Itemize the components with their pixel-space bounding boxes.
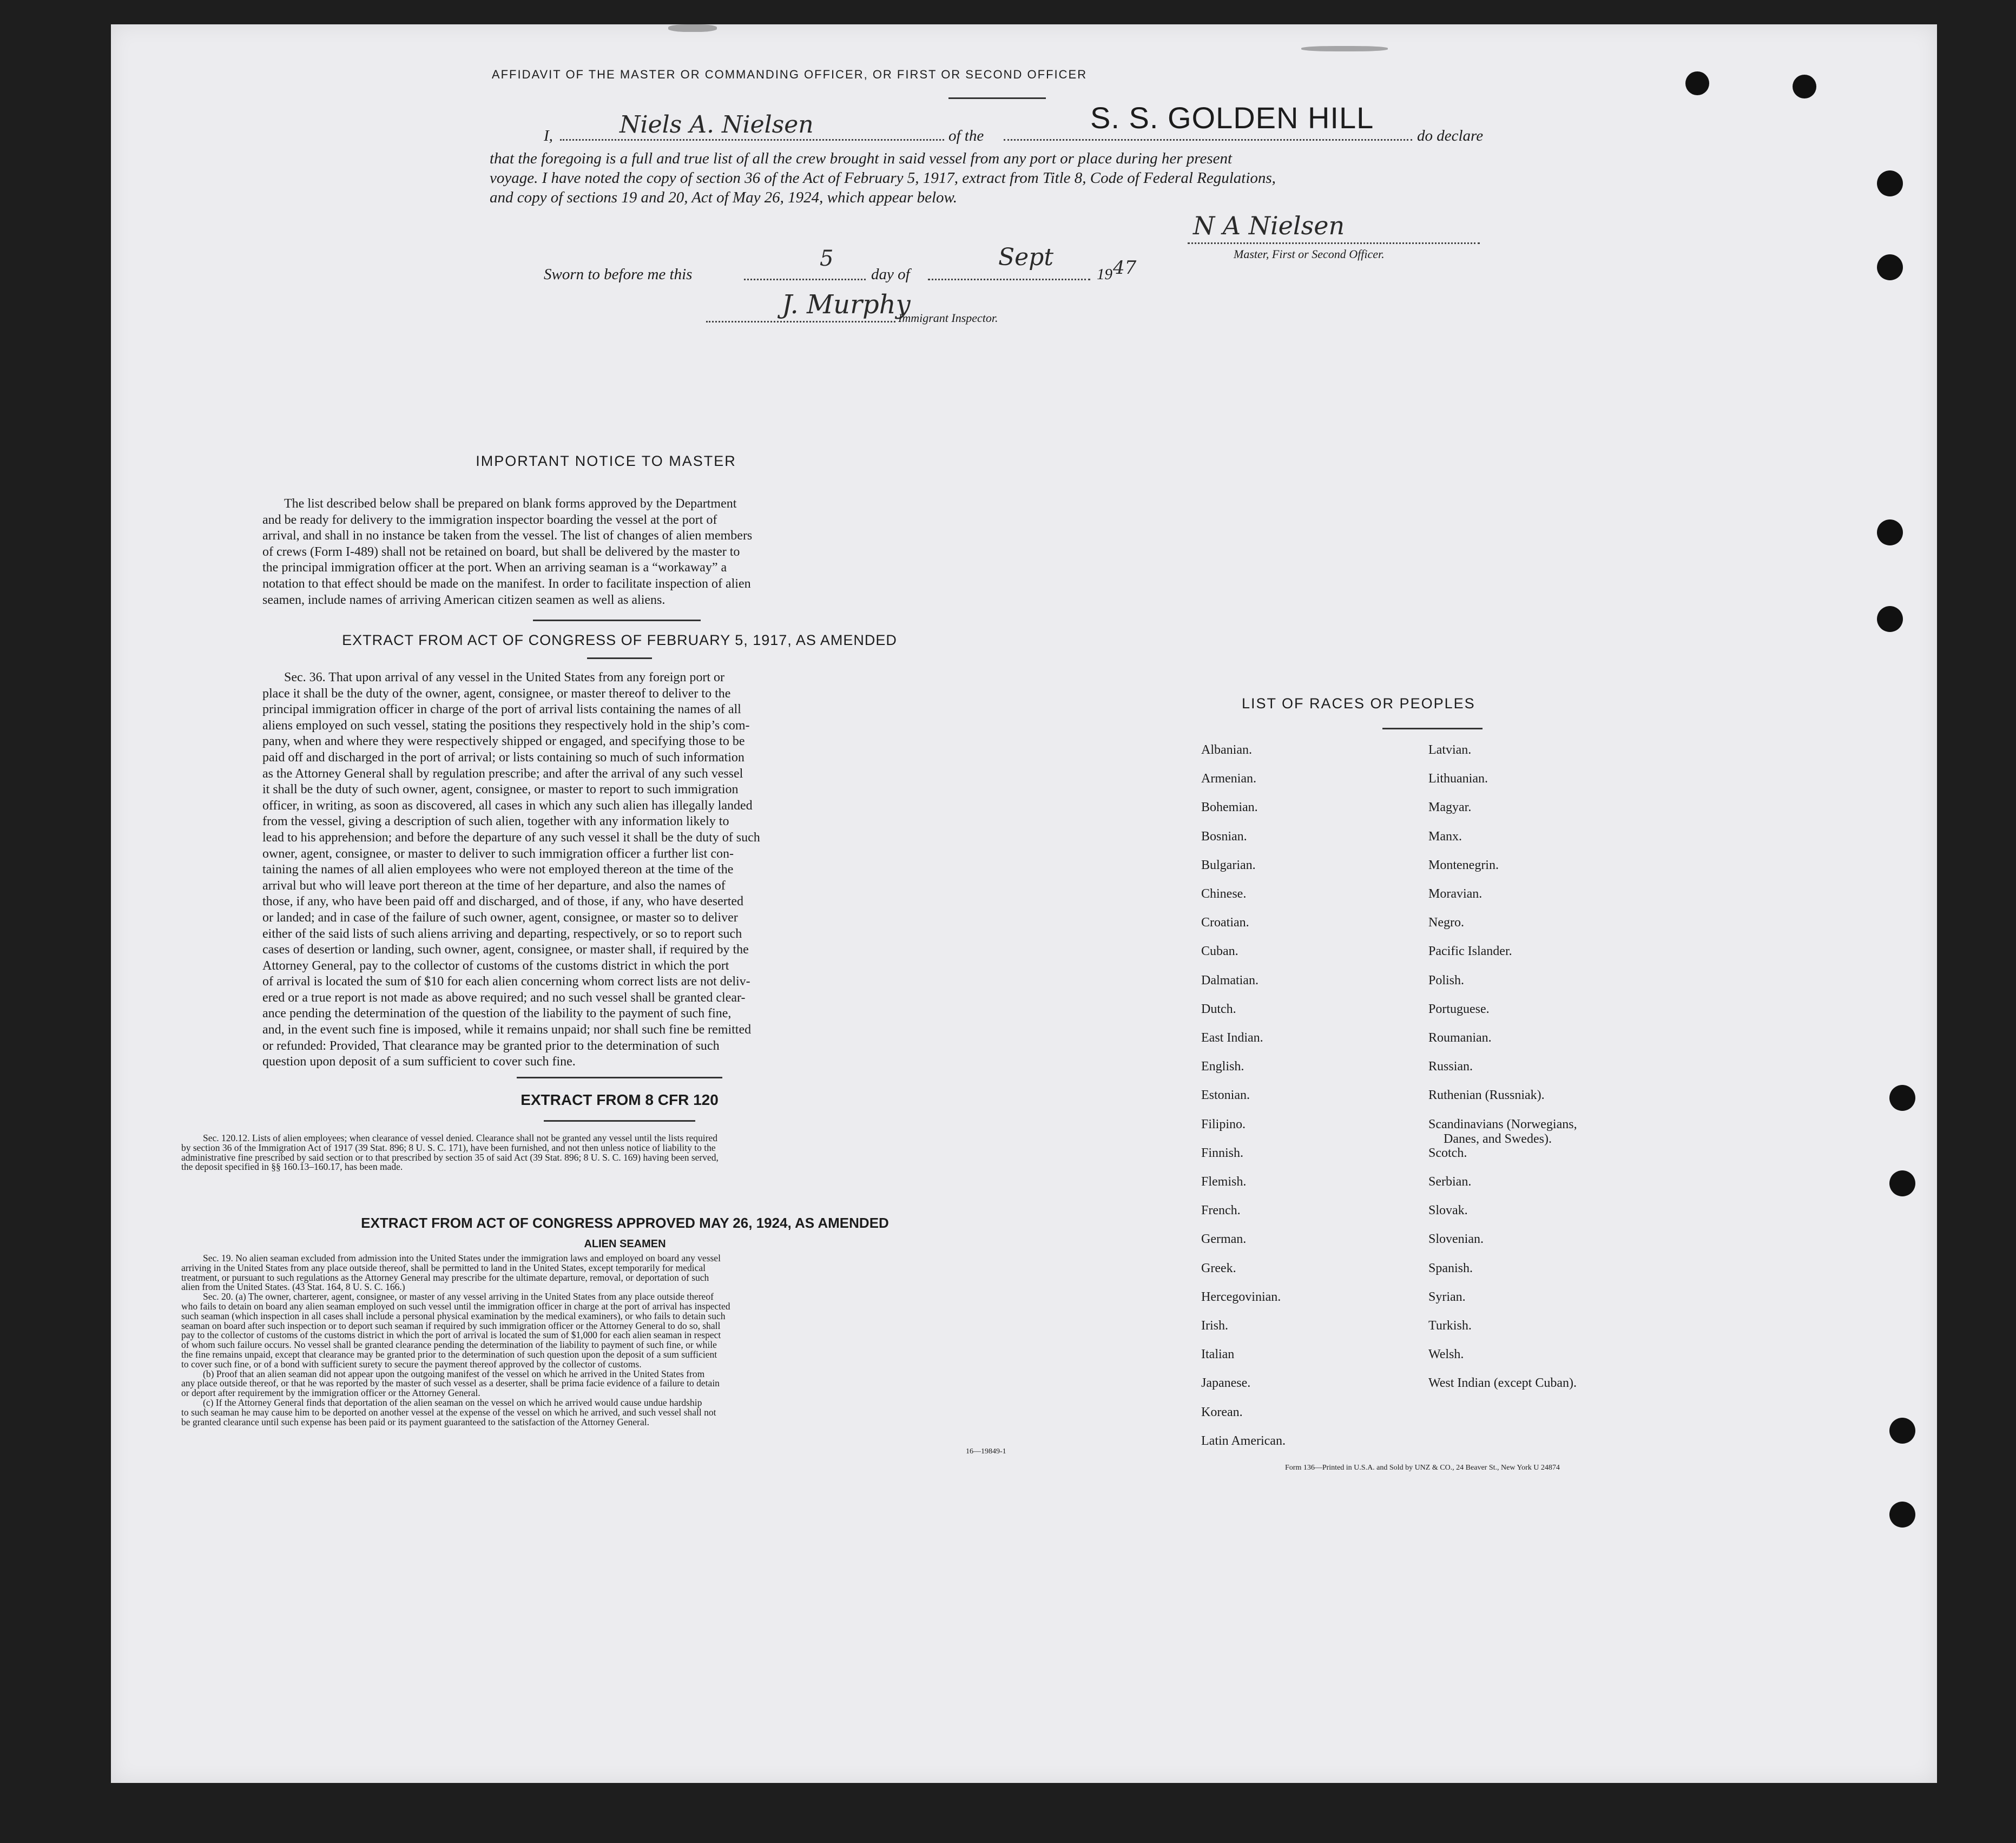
text-line: as the Attorney General shall by regulation prescribe; and after the arrival of any such vessel xyxy=(262,766,743,781)
race-entry: Hercegovinian. xyxy=(1201,1289,1281,1304)
punch-hole xyxy=(1877,170,1903,196)
year-prefix: 19 xyxy=(1097,266,1112,283)
text-line: arrival but who will leave port thereon at the time of her departure, and also the names of xyxy=(262,878,726,893)
statement-line-1: that the foregoing is a full and true list of all the crew brought in said vessel from any port or place during her present xyxy=(490,150,1233,167)
race-entry: Moravian. xyxy=(1428,887,1483,901)
form-code: 16—19849-1 xyxy=(966,1447,1006,1456)
text-line: ance pending the determination of the question of the liability to the payment of such fine, xyxy=(262,1006,732,1021)
text-line: Sec. 120.12. Lists of alien employees; when clearance of vessel denied. Clearance shall not be granted any vessel until the lists required xyxy=(203,1133,718,1143)
race-entry: German. xyxy=(1201,1232,1247,1247)
text-line: or deport after requirement by the immigration officer or the Attorney General. xyxy=(181,1387,480,1399)
extract-1924-body xyxy=(181,1254,1069,1427)
master-signature: N A Nielsen xyxy=(1193,211,1345,240)
text-line: or landed; and in case of the failure of such owner, agent, consignee, or master so to deliver xyxy=(262,910,738,925)
extract-1924-subtitle: ALIEN SEAMEN xyxy=(584,1238,666,1250)
inspector-signature: J. Murphy xyxy=(782,289,911,320)
punch-hole xyxy=(1685,71,1709,95)
statement-line-3: and copy of sections 19 and 20, Act of May 26, 1924, which appear below. xyxy=(490,189,957,206)
race-entry: Filipino. xyxy=(1201,1117,1246,1131)
punch-hole xyxy=(1793,75,1816,98)
race-entry: Dalmatian. xyxy=(1201,973,1259,988)
text-line: (b) Proof that an alien seaman did not appear upon the outgoing manifest of the vessel on which he arrived in the United States from xyxy=(203,1368,705,1379)
text-line: either of the said lists of such aliens arriving and departing, respectively, or so to report such xyxy=(262,926,742,941)
race-entry: Spanish. xyxy=(1428,1261,1473,1275)
race-entry: Bosnian. xyxy=(1201,829,1247,844)
text-line: it shall be the duty of such owner, agent, consignee, or master to report to such immigration xyxy=(262,782,739,797)
text-line: notation to that effect should be made on the manifest. In order to facilitate inspection of alien xyxy=(262,576,751,591)
punch-hole xyxy=(1889,1502,1915,1528)
sworn-label: Sworn to before me this xyxy=(544,266,693,283)
text-line: by section 36 of the Immigration Act of 1917 (39 Stat. 896; 8 U. S. C. 171), have been furnished, and not then unless notice of liability to the xyxy=(181,1142,716,1153)
race-entry: English. xyxy=(1201,1059,1244,1074)
punch-hole xyxy=(1889,1085,1915,1111)
race-entry: Ruthenian (Russniak). xyxy=(1428,1088,1545,1103)
extract-1917-title: EXTRACT FROM ACT OF CONGRESS OF FEBRUARY 5, 1917, AS AMENDED xyxy=(342,632,897,648)
text-line: place it shall be the duty of the owner, agent, consignee, or master thereof to deliver to the xyxy=(262,686,731,701)
race-entry: Latin American. xyxy=(1201,1433,1286,1448)
master-name-line xyxy=(560,139,944,141)
race-entry: Chinese. xyxy=(1201,887,1247,901)
text-line: be granted clearance until such expense has been paid or its payment guaranteed to the satisfaction of the Attorney General. xyxy=(181,1416,649,1427)
do-declare-label: do declare xyxy=(1417,127,1484,144)
divider-rule xyxy=(517,1077,722,1078)
race-entry: Finnish. xyxy=(1201,1146,1244,1160)
text-line: administrative fine prescribed by said section or to that prescribed by section 35 of said Act (39 Stat. 896; 8 U. S. C. 169) having been served, xyxy=(181,1151,719,1163)
race-entry: French. xyxy=(1201,1203,1241,1218)
race-entry: Russian. xyxy=(1428,1059,1473,1074)
text-line: paid off and discharged in the port of arrival; or lists containing so much of such information xyxy=(262,750,745,765)
text-line: officer, in writing, as soon as discovered, all cases in which any such alien has illegally landed xyxy=(262,798,753,813)
text-line: the fine remains unpaid, except that clearance may be granted prior to the determination of such question upon the deposit of a sum sufficient xyxy=(181,1348,717,1360)
text-line: Sec. 19. No alien seaman excluded from admission into the United States under the immigration laws and employed on board any vessel xyxy=(203,1253,721,1263)
text-line: the principal immigration officer at the port. When an arriving seaman is a “workaway” a xyxy=(262,561,727,575)
race-entry: Bulgarian. xyxy=(1201,858,1256,872)
sworn-day-handwritten: 5 xyxy=(820,246,834,271)
race-entry: West Indian (except Cuban). xyxy=(1428,1376,1577,1391)
race-entry: Turkish. xyxy=(1428,1319,1472,1333)
race-entry: Danes, and Swedes). xyxy=(1444,1131,1552,1146)
race-entry: Scotch. xyxy=(1428,1146,1467,1160)
text-line: from the vessel, giving a description of such alien, together with any information likely to xyxy=(262,814,729,829)
master-signature-line xyxy=(1188,242,1480,244)
race-entry: East Indian. xyxy=(1201,1031,1263,1045)
text-line: and be ready for delivery to the immigration inspector boarding the vessel at the port of xyxy=(262,512,717,527)
text-line: to cover such fine, or of a bond with sufficient surety to secure the payment thereof approved by the collector of customs. xyxy=(181,1358,642,1370)
text-line: pany, when and where they were respectively shipped or engaged, and specifying those to be xyxy=(262,734,745,749)
day-of-label: day of xyxy=(871,266,910,283)
race-entry: Welsh. xyxy=(1428,1347,1464,1362)
notice-title: IMPORTANT NOTICE TO MASTER xyxy=(476,453,736,469)
text-line: of whom such failure occurs. No vessel shall be granted clearance pending the determination of the liability to payment of such fine, or while xyxy=(181,1339,717,1351)
text-line: (c) If the Attorney General finds that deportation of the alien seaman on the vessel on which he arrived would cause undue hardship xyxy=(203,1397,702,1408)
text-line: and, in the event such fine is imposed, while it remains unpaid; nor shall such fine be remitted xyxy=(262,1023,752,1037)
year-handwritten: 47 xyxy=(1113,257,1137,279)
race-entry: Croatian. xyxy=(1201,916,1249,930)
race-entry: Portuguese. xyxy=(1428,1002,1490,1016)
race-entry: Irish. xyxy=(1201,1319,1228,1333)
text-line: Sec. 20. (a) The owner, charterer, agent, consignee, or master of any vessel arriving in the United States from any place outside thereof xyxy=(203,1291,714,1302)
sworn-month-line xyxy=(928,279,1090,280)
text-line: cases of desertion or landing, such owner, agent, consignee, or master shall, if required by the xyxy=(262,943,749,957)
text-line: or refunded: Provided, That clearance may be granted prior to the determination of such xyxy=(262,1038,720,1053)
races-title: LIST OF RACES OR PEOPLES xyxy=(1242,695,1475,712)
ink-smudge xyxy=(668,24,717,32)
inspector-signature-line xyxy=(706,321,895,322)
extract-1917-body xyxy=(262,670,982,1070)
text-line: taining the names of all alien employees who were not employed thereon at the time of the xyxy=(262,863,734,877)
race-entry: Dutch. xyxy=(1201,1002,1236,1016)
master-signature-caption: Master, First or Second Officer. xyxy=(1234,247,1385,261)
punch-hole xyxy=(1889,1170,1915,1196)
punch-hole xyxy=(1877,606,1903,632)
race-entry: Estonian. xyxy=(1201,1088,1250,1103)
text-line: any place outside thereof, or that he was reported by the master of such vessel as a deserter, shall be prima facie evidence of a failure to detain xyxy=(181,1378,720,1389)
race-entry: Japanese. xyxy=(1201,1376,1251,1391)
notice-body xyxy=(262,496,982,608)
text-line: such seaman (which inspection in all cases shall include a personal physical examination by the medical examiners), or who fails to detain such xyxy=(181,1310,726,1321)
text-line: The list described below shall be prepared on blank forms approved by the Department xyxy=(284,497,737,511)
statement-line-2: voyage. I have noted the copy of section 36 of the Act of February 5, 1917, extract from Title 8, Code of Federal Regulations, xyxy=(490,169,1276,187)
text-line: Attorney General, pay to the collector of customs of the customs district in which the port xyxy=(262,958,729,973)
race-entry: Pacific Islander. xyxy=(1428,944,1512,959)
race-entry: Slovak. xyxy=(1428,1203,1468,1218)
sworn-month-handwritten: Sept xyxy=(998,243,1054,271)
text-line: arrival, and shall in no instance be taken from the vessel. The list of changes of alien members xyxy=(262,529,753,543)
text-line: who fails to detain on board any alien seaman employed on such vessel until the immigration officer in charge at the port of arrival has inspected xyxy=(181,1300,730,1312)
race-entry: Polish. xyxy=(1428,973,1465,988)
printer-note: Form 136—Printed in U.S.A. and Sold by UNZ & CO., 24 Beaver St., New York U 24874 xyxy=(1285,1464,1560,1472)
cfr-body xyxy=(181,1134,1069,1172)
punch-hole xyxy=(1877,519,1903,545)
text-line: to such seaman he may cause him to be deported on another vessel at the expense of the vessel on which he arrived, and such vessel shall not xyxy=(181,1406,716,1418)
race-entry: Negro. xyxy=(1428,916,1464,930)
text-line: ered or a true report is not made as above required; and no such vessel shall be granted clear- xyxy=(262,990,746,1005)
race-entry: Italian xyxy=(1201,1347,1235,1362)
divider-rule xyxy=(587,657,652,659)
race-entry: Slovenian. xyxy=(1428,1232,1484,1247)
divider-rule xyxy=(544,1120,695,1122)
race-entry: Armenian. xyxy=(1201,772,1256,786)
divider-rule xyxy=(1382,728,1483,729)
text-line: owner, agent, consignee, or master to deliver to such immigration officer a further list con- xyxy=(262,846,734,861)
race-entry: Serbian. xyxy=(1428,1175,1472,1189)
text-line: those, if any, who have been paid off and discharged, and of those, if any, who have deserted xyxy=(262,894,744,909)
text-line: lead to his apprehension; and before the departure of any such vessel it shall be the duty of such xyxy=(262,830,760,845)
text-line: seamen, include names of arriving American citizen seamen as well as aliens. xyxy=(262,593,666,607)
master-name-handwritten: Niels A. Nielsen xyxy=(620,111,814,139)
text-line: Sec. 36. That upon arrival of any vessel in the United States from any foreign port or xyxy=(284,670,725,684)
race-entry: Scandinavians (Norwegians, xyxy=(1428,1117,1577,1131)
divider-rule xyxy=(533,620,701,621)
text-line: question upon deposit of a sum sufficient to cover such fine. xyxy=(262,1055,576,1069)
race-entry: Manx. xyxy=(1428,829,1462,844)
ship-name-line xyxy=(1004,139,1412,141)
text-line: of crews (Form I-489) shall not be retained on board, but shall be delivered by the master to xyxy=(262,544,740,559)
affidavit-heading: AFFIDAVIT OF THE MASTER OR COMMANDING OFFICER, OR FIRST OR SECOND OFFICER xyxy=(491,68,1088,81)
text-line: of arrival is located the sum of $10 for each alien concerning whom correct lists are not deliv- xyxy=(262,975,750,989)
divider-rule xyxy=(948,97,1046,99)
race-entry: Albanian. xyxy=(1201,743,1252,757)
race-entry: Syrian. xyxy=(1428,1289,1466,1304)
cfr-title: EXTRACT FROM 8 CFR 120 xyxy=(521,1091,719,1108)
affidavit-i-label: I, xyxy=(544,127,553,144)
race-entry: Bohemian. xyxy=(1201,800,1258,815)
text-line: principal immigration officer in charge of the port of arrival lists containing the names of all xyxy=(262,702,741,717)
text-line: treatment, or pursuant to such regulations as the Attorney General may prescribe for the ultimate departure, removal, or deportation of such xyxy=(181,1272,709,1283)
ship-name-stamp: S. S. GOLDEN HILL xyxy=(1090,101,1374,135)
race-entry: Roumanian. xyxy=(1428,1031,1492,1045)
extract-1924-title: EXTRACT FROM ACT OF CONGRESS APPROVED MAY 26, 1924, AS AMENDED xyxy=(361,1215,889,1231)
race-entry: Lithuanian. xyxy=(1428,772,1488,786)
text-line: pay to the collector of customs of the customs district in which the port of arrival is located the sum of $1,000 for each alien seaman in respect xyxy=(181,1329,721,1341)
race-entry: Montenegrin. xyxy=(1428,858,1499,872)
race-entry: Korean. xyxy=(1201,1405,1243,1419)
text-line: alien from the United States. (43 Stat. 164, 8 U. S. C. 166.) xyxy=(181,1281,405,1293)
race-entry: Greek. xyxy=(1201,1261,1236,1275)
punch-hole xyxy=(1877,254,1903,280)
ink-smudge xyxy=(1301,46,1388,51)
race-entry: Flemish. xyxy=(1201,1175,1247,1189)
document-page xyxy=(111,24,1937,1783)
text-line: seaman on board after such inspection or to deport such seaman if required by such immigration officer or the Attorney General to do so, shall xyxy=(181,1320,721,1331)
race-entry: Latvian. xyxy=(1428,743,1472,757)
race-entry: Magyar. xyxy=(1428,800,1472,815)
of-the-label: of the xyxy=(948,127,984,144)
sworn-day-line xyxy=(744,279,866,280)
text-line: arriving in the United States from any place outside thereof, shall be permitted to land in the United States, except temporarily for medical xyxy=(181,1262,706,1273)
inspector-caption: Immigrant Inspector. xyxy=(898,311,998,325)
race-entry: Cuban. xyxy=(1201,944,1238,959)
punch-hole xyxy=(1889,1418,1915,1444)
text-line: aliens employed on such vessel, stating the positions they respectively hold in the ship’s com- xyxy=(262,718,750,733)
text-line: the deposit specified in §§ 160.13–160.17, has been made. xyxy=(181,1161,403,1173)
